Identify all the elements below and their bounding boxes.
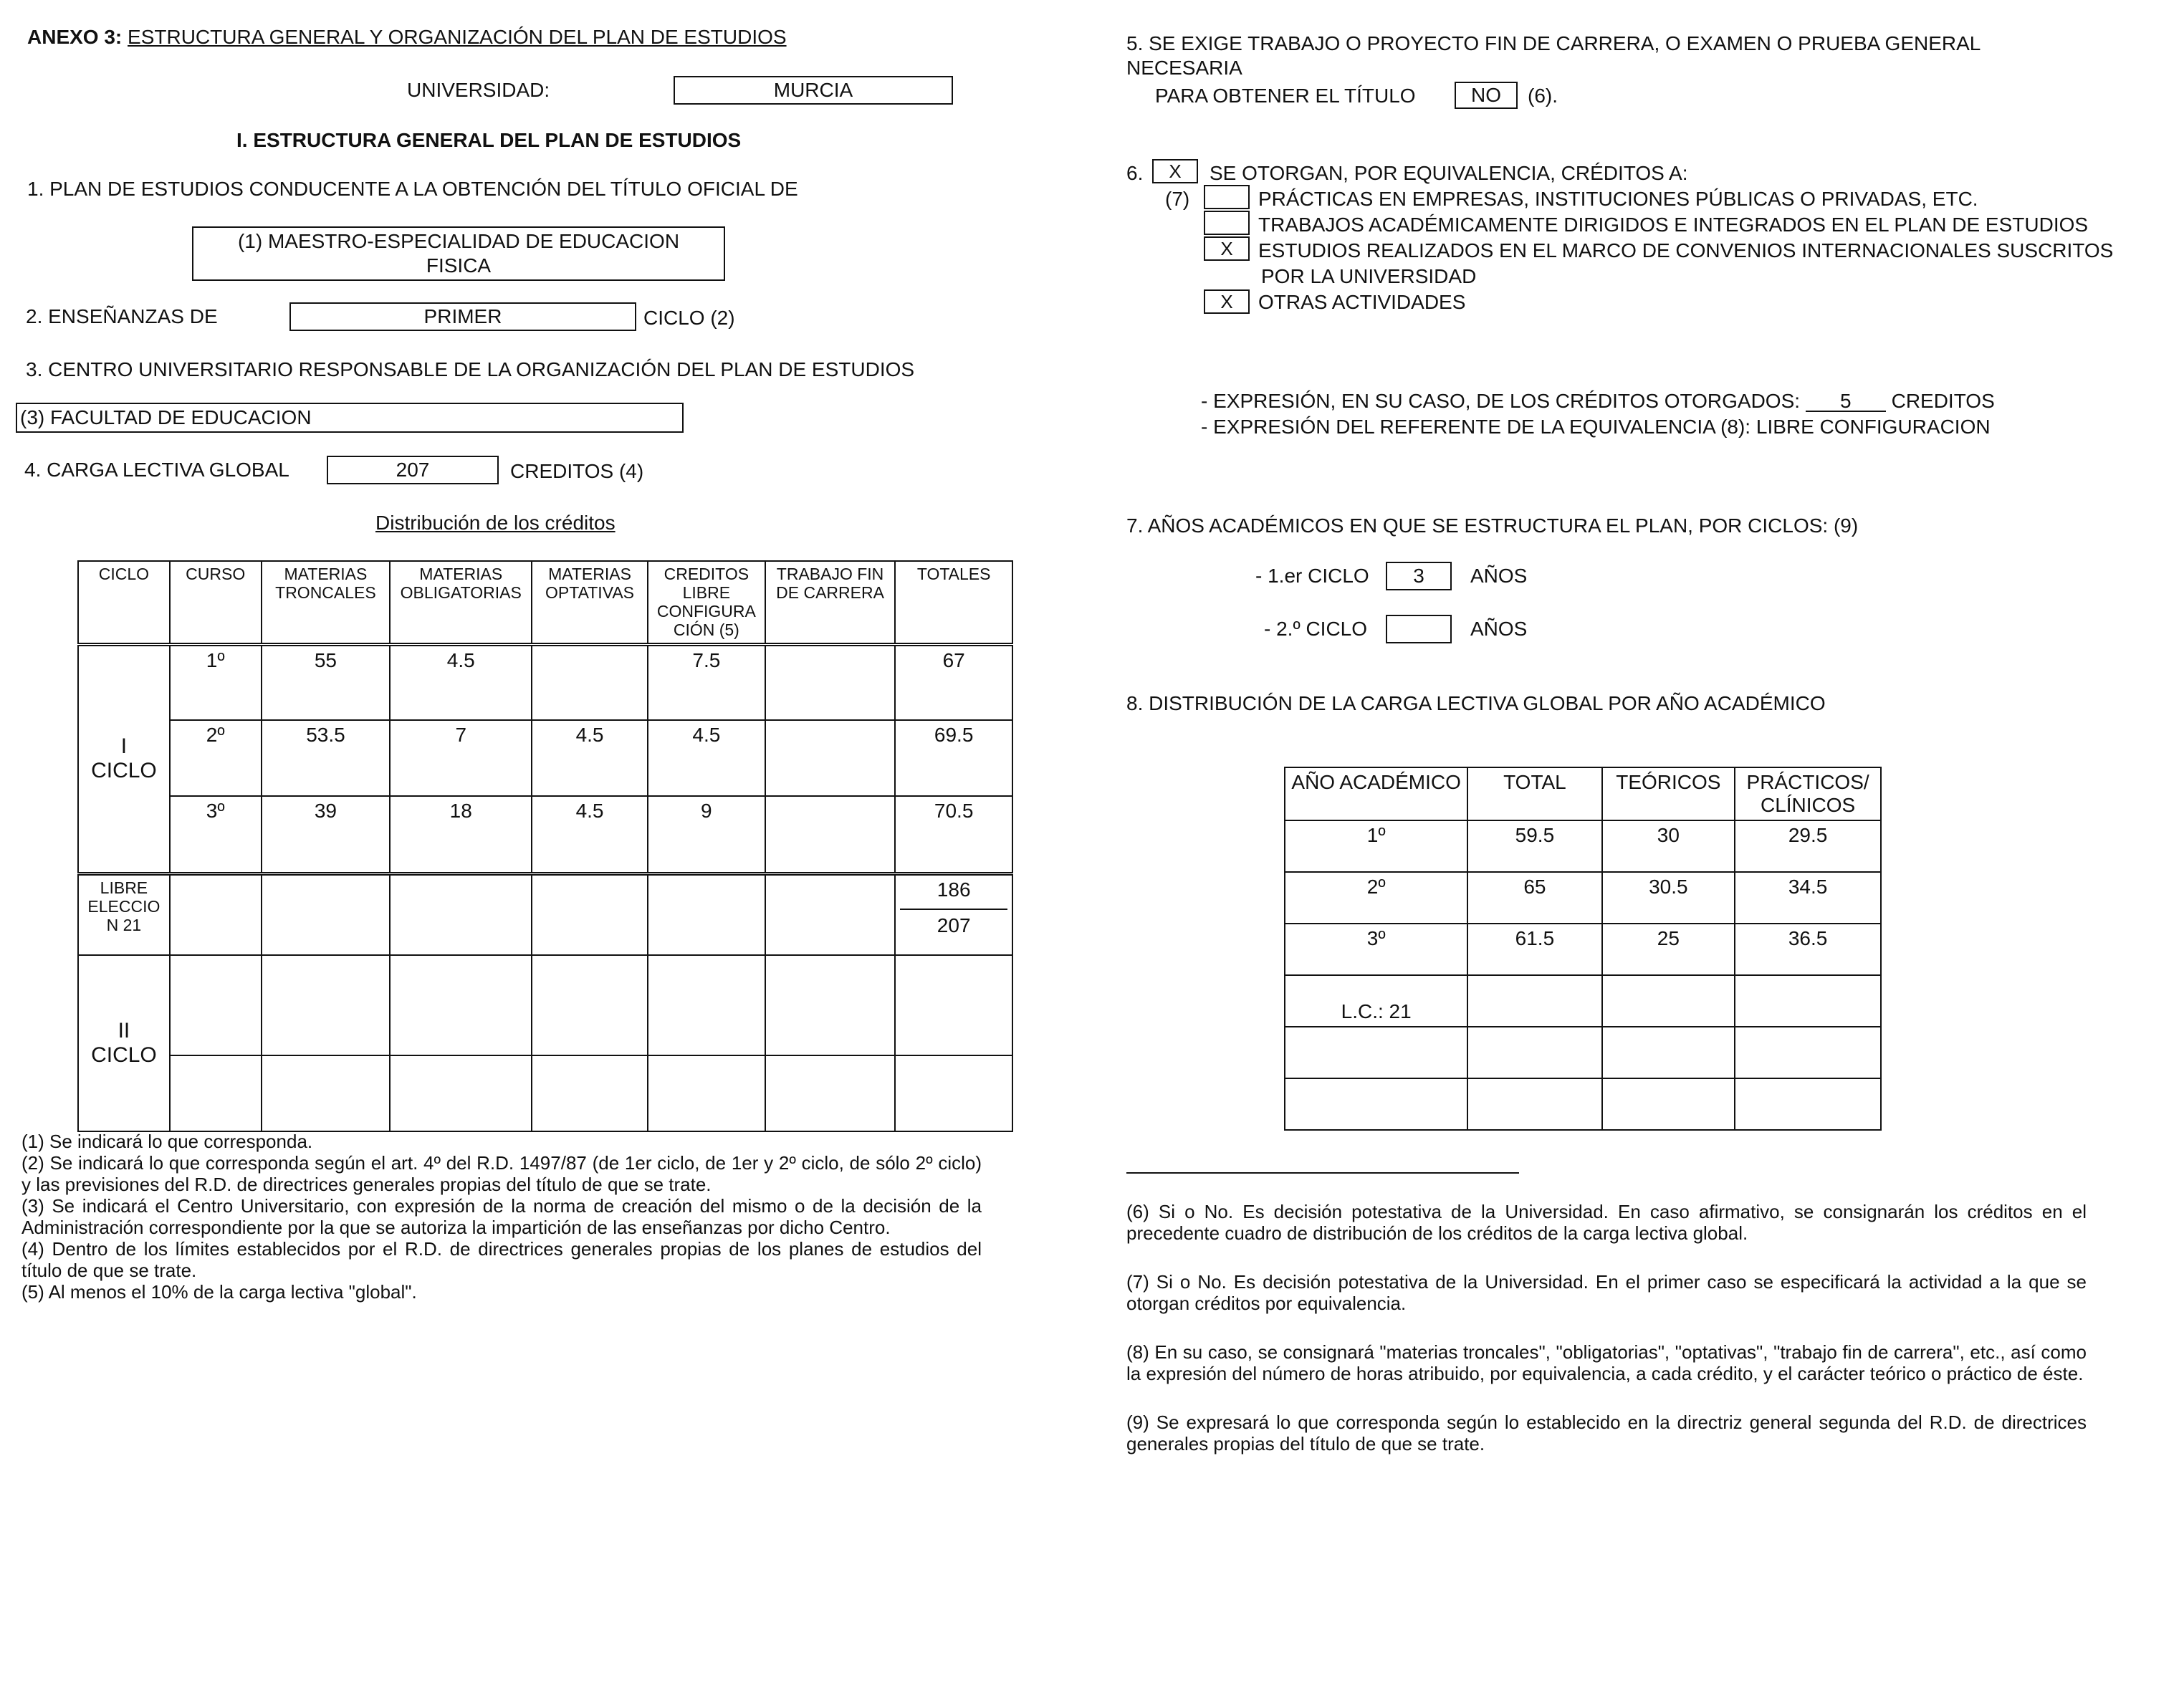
dist-title: Distribución de los créditos — [375, 512, 616, 534]
carga-cell: 1º — [1285, 820, 1467, 872]
footnote: (4) Dentro de los límites establecidos por el R.D. de directrices generales propias de los planes de estudios del título de que se trate. — [21, 1238, 982, 1281]
carga-cell: 30.5 — [1602, 872, 1735, 924]
footnote: (1) Se indicará lo que corresponda. — [21, 1131, 313, 1152]
table-row — [1285, 820, 1881, 872]
item5 — [1126, 32, 1981, 80]
libre-cell: 7.5 — [648, 644, 765, 720]
anexo-heading — [27, 26, 787, 49]
ciclo1-value: 3 — [1413, 565, 1424, 587]
carga-cell — [1602, 975, 1735, 1027]
item5-field — [1455, 82, 1518, 109]
carga-cell: L.C.: 21 — [1285, 975, 1467, 1027]
optativas-cell: 4.5 — [532, 720, 648, 796]
table-row — [78, 955, 1012, 1055]
option-checkbox — [1204, 211, 1250, 235]
universidad-value: MURCIA — [773, 79, 853, 101]
footnote: (5) Al menos el 10% de la carga lectiva "global". — [21, 1281, 417, 1303]
totales-cell: 67 — [895, 644, 1012, 720]
ciclo2-roman: II — [118, 1019, 130, 1043]
centro-value: (3) FACULTAD DE EDUCACION — [20, 406, 312, 428]
carga-cell: 3º — [1285, 924, 1467, 975]
footnote: (2) Se indicará lo que corresponda según el art. 4º del R.D. 1497/87 (de 1er ciclo, de 1er y 2º ciclo, de sólo 2º ciclo) y las previsiones del R.D. de directrices generales propias del título de que se trate. — [21, 1152, 982, 1195]
option-checkbox: X — [1204, 289, 1250, 314]
troncales-cell: 53.5 — [262, 720, 391, 796]
header-obligatorias: MATERIAS OBLIGATORIAS — [390, 561, 532, 644]
table-row — [1285, 1027, 1881, 1078]
table-row — [1285, 872, 1881, 924]
option-text: POR LA UNIVERSIDAD — [1261, 265, 1477, 287]
table-row — [1285, 924, 1881, 975]
header-totales: TOTALES — [895, 561, 1012, 644]
obligatorias-cell: 18 — [390, 796, 532, 873]
footnote: (7) Si o No. Es decisión potestativa de la Universidad. En el primer caso se especificará la actividad a la que se otorgan créditos por equivalencia. — [1126, 1271, 2087, 1314]
troncales-cell: 55 — [262, 644, 391, 720]
footnote: (3) Se indicará el Centro Universitario, con expresión de la norma de creación del mismo o de la decisión de la Administración correspondiente por la que se autoriza la impartición de las enseñanzas por dicho Centro. — [21, 1195, 982, 1238]
item5-suffix: (6). — [1528, 85, 1558, 107]
section-title: I. ESTRUCTURA GENERAL DEL PLAN DE ESTUDIOS — [236, 129, 742, 151]
ciclo1-roman: I — [120, 734, 128, 758]
titulo-field — [192, 226, 725, 281]
centro-field — [16, 403, 684, 433]
enseñanzas-field — [289, 302, 636, 331]
option-checkbox — [1204, 185, 1250, 209]
item1-text: 1. PLAN DE ESTUDIOS CONDUCENTE A LA OBTENCIÓN DEL TÍTULO OFICIAL DE — [27, 178, 798, 200]
carga-cell: 34.5 — [1735, 872, 1881, 924]
optativas-cell — [532, 644, 648, 720]
header-libre: CREDITOS LIBRE CONFIGURA CIÓN (5) — [648, 561, 765, 644]
libre-cell: 9 — [648, 796, 765, 873]
table-row — [78, 873, 1012, 955]
item3-text: 3. CENTRO UNIVERSITARIO RESPONSABLE DE LA ORGANIZACIÓN DEL PLAN DE ESTUDIOS — [26, 358, 915, 380]
option-checkbox: X — [1204, 236, 1250, 261]
ciclo1-word: CICLO — [91, 759, 157, 782]
universidad-field — [674, 76, 953, 105]
titulo-line2: FISICA — [426, 254, 492, 277]
distribution-table — [77, 560, 1013, 1132]
trabajo-cell — [765, 720, 896, 796]
item5-line2: NECESARIA — [1126, 57, 1242, 79]
expr1 — [1201, 390, 1995, 413]
item6-num: 6. — [1126, 162, 1144, 184]
anexo-label: ANEXO 3: — [27, 26, 123, 48]
obligatorias-cell: 7 — [390, 720, 532, 796]
option-text: TRABAJOS ACADÉMICAMENTE DIRIGIDOS E INTEGRADOS EN EL PLAN DE ESTUDIOS — [1258, 214, 2089, 236]
table-row — [78, 644, 1012, 720]
carga-table — [1284, 767, 1882, 1131]
carga-field — [327, 456, 499, 484]
table-row — [1285, 767, 1881, 820]
optativas-cell: 4.5 — [532, 796, 648, 873]
footnotes-right — [1126, 1201, 2087, 1455]
totales-cell: 70.5 — [895, 796, 1012, 873]
ciclo2-field — [1386, 615, 1452, 643]
header-optativas: MATERIAS OPTATIVAS — [532, 561, 648, 644]
item4-suffix: CREDITOS (4) — [510, 460, 644, 482]
carga-cell: 29.5 — [1735, 820, 1881, 872]
footnotes-left — [21, 1131, 982, 1303]
header-curso: CURSO — [170, 561, 262, 644]
table-row — [78, 1055, 1012, 1131]
trabajo-cell — [765, 796, 896, 873]
option-text: ESTUDIOS REALIZADOS EN EL MARCO DE CONVENIOS INTERNACIONALES SUSCRITOS — [1258, 239, 2114, 262]
ciclo2-cell — [78, 955, 170, 1131]
anos-label: AÑOS — [1470, 565, 1528, 587]
carga-cell — [1467, 975, 1601, 1027]
item4-label: 4. CARGA LECTIVA GLOBAL — [24, 459, 289, 481]
ciclo1-field — [1386, 562, 1452, 590]
item2-label: 2. ENSEÑANZAS DE — [26, 305, 218, 327]
item6-ref: (7) — [1165, 188, 1190, 210]
footnote: (9) Se expresará lo que corresponda según lo establecido en la directriz general segunda del R.D. de directrices generales propias del título de que se trate. — [1126, 1412, 2087, 1455]
trabajo-cell — [765, 644, 896, 720]
carga-cell: 2º — [1285, 872, 1467, 924]
header-troncales: MATERIAS TRONCALES — [262, 561, 391, 644]
item5-value: NO — [1471, 84, 1501, 106]
carga-cell: 36.5 — [1735, 924, 1881, 975]
titulo-line1: (1) MAESTRO-ESPECIALIDAD DE EDUCACION — [237, 230, 680, 252]
item5-line3: PARA OBTENER EL TÍTULO — [1155, 85, 1416, 107]
item2-value: PRIMER — [423, 305, 502, 327]
ciclo1-label: - 1.er CICLO — [1255, 565, 1369, 587]
anos-label: AÑOS — [1470, 618, 1528, 640]
curso-cell: 2º — [170, 720, 262, 796]
table-row — [1285, 975, 1881, 1027]
option-text: PRÁCTICAS EN EMPRESAS, INSTITUCIONES PÚBLICAS O PRIVADAS, ETC. — [1258, 188, 1978, 210]
header-ano: AÑO ACADÉMICO — [1285, 767, 1467, 820]
ciclo1-cell — [78, 644, 170, 873]
expr2: - EXPRESIÓN DEL REFERENTE DE LA EQUIVALENCIA (8): LIBRE CONFIGURACION — [1201, 416, 1991, 438]
header-trabajo: TRABAJO FIN DE CARRERA — [765, 561, 896, 644]
header-ciclo: CICLO — [78, 561, 170, 644]
obligatorias-cell: 4.5 — [390, 644, 532, 720]
notes-divider — [1126, 1172, 1519, 1174]
item2-suffix: CICLO (2) — [643, 307, 735, 329]
item5-line1: 5. SE EXIGE TRABAJO O PROYECTO FIN DE CARRERA, O EXAMEN O PRUEBA GENERAL — [1126, 32, 1981, 54]
expr1-suffix: CREDITOS — [1891, 390, 1995, 412]
ciclo2-label: - 2.º CICLO — [1264, 618, 1368, 640]
libre-total-b: 207 — [937, 914, 971, 936]
troncales-cell: 39 — [262, 796, 391, 873]
carga-cell: 30 — [1602, 820, 1735, 872]
item4-value: 207 — [396, 459, 430, 481]
carga-cell: 61.5 — [1467, 924, 1601, 975]
footnote: (6) Si o No. Es decisión potestativa de la Universidad. En caso afirmativo, se consignarán los créditos en el precedente cuadro de distribución de los créditos de la carga lectiva global. — [1126, 1201, 2087, 1244]
table-row — [78, 720, 1012, 796]
carga-cell — [1735, 975, 1881, 1027]
expr1-label: - EXPRESIÓN, EN SU CASO, DE LOS CRÉDITOS OTORGADOS: — [1201, 390, 1801, 412]
libre-total-a: 186 — [900, 878, 1007, 910]
libre-cell: 4.5 — [648, 720, 765, 796]
carga-cell: 25 — [1602, 924, 1735, 975]
universidad-label: UNIVERSIDAD: — [407, 79, 550, 101]
table-row — [1285, 1078, 1881, 1130]
footnote: (8) En su caso, se consignará "materias troncales", "obligatorias", "optativas", "trabajo fin de carrera", etc., así como la expresión del número de horas atribuido, por equivalencia, a cada crédito, y el carácter teórico o práctico de éste. — [1126, 1341, 2087, 1384]
header-practicos: PRÁCTICOS/ CLÍNICOS — [1735, 767, 1881, 820]
libre-eleccion-label: LIBRE ELECCIO N 21 — [78, 873, 170, 955]
curso-cell: 1º — [170, 644, 262, 720]
totales-cell: 69.5 — [895, 720, 1012, 796]
item8: 8. DISTRIBUCIÓN DE LA CARGA LECTIVA GLOBAL POR AÑO ACADÉMICO — [1126, 692, 1826, 714]
curso-cell: 3º — [170, 796, 262, 873]
carga-cell: 65 — [1467, 872, 1601, 924]
libre-totales-cell — [895, 873, 1012, 955]
item7: 7. AÑOS ACADÉMICOS EN QUE SE ESTRUCTURA EL PLAN, POR CICLOS: (9) — [1126, 514, 1859, 537]
option-text: OTRAS ACTIVIDADES — [1258, 291, 1466, 313]
carga-cell: 59.5 — [1467, 820, 1601, 872]
table-row — [78, 796, 1012, 873]
anexo-title: ESTRUCTURA GENERAL Y ORGANIZACIÓN DEL PLAN DE ESTUDIOS — [128, 26, 787, 48]
header-total: TOTAL — [1467, 767, 1601, 820]
header-teoricos: TEÓRICOS — [1602, 767, 1735, 820]
item6-checkbox: X — [1152, 159, 1198, 183]
ciclo2-word: CICLO — [91, 1043, 157, 1067]
item6-text: SE OTORGAN, POR EQUIVALENCIA, CRÉDITOS A: — [1210, 162, 1688, 184]
expr1-value: 5 — [1806, 392, 1886, 412]
